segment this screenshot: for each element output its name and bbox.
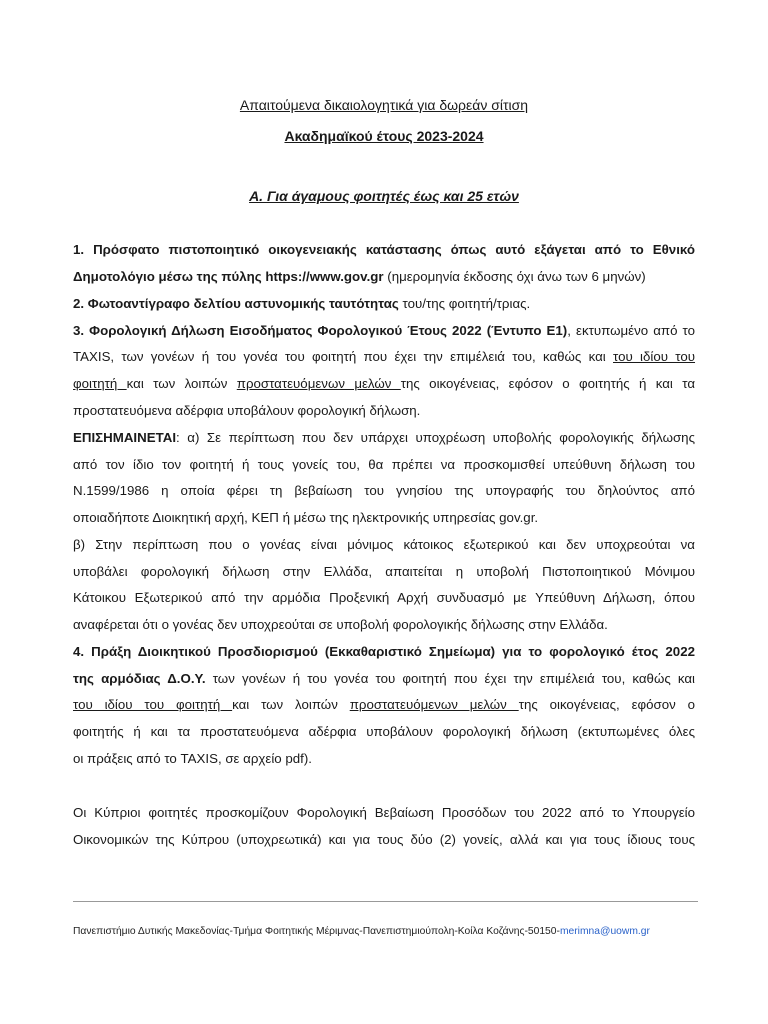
item4-text: και των λοιπών xyxy=(232,697,350,712)
footer-email-link[interactable]: merimna@uowm.gr xyxy=(559,926,650,937)
item4-line5 xyxy=(73,750,695,768)
item3-line1 xyxy=(73,322,695,340)
item4-underlined: του ιδίου του φοιτητή xyxy=(73,697,233,712)
item1-line2 xyxy=(73,268,695,286)
item2-line xyxy=(73,295,695,313)
item4-underlined: προστατευόμενων μελών xyxy=(349,697,519,712)
note-text: Ν.1599/1986 η οποία φέρει τη βεβαίωση του γνησίου της υπογραφής του δηλούντος από xyxy=(73,483,695,498)
cyprus-text: Οι Κύπριοι φοιτητές προσκομίζουν Φορολογική Βεβαίωση Προσόδων του 2022 από το Υπουργείο xyxy=(73,805,695,820)
item4-line3 xyxy=(73,696,695,714)
note-text: Κάτοικου Εξωτερικού από την αρμόδια Προξενική Αρχή συνδυασμό με Υπεύθυνη Δήλωση, όπου xyxy=(73,590,695,605)
note-text: από τον ίδιο τον φοιτητή ή τους γονείς του, θα πρέπει να προσκομισθεί υπεύθυνη δήλωση του xyxy=(73,457,695,472)
note-text: υποβάλει φορολογική δήλωση στην Ελλάδα, απαιτείται η υποβολή Πιστοποιητικού Μόνιμου xyxy=(73,564,695,579)
item3-underlined: προστατευόμενων μελών xyxy=(236,376,401,391)
item1-bold: 1. Πρόσφατο πιστοποιητικό οικογενειακής κατάστασης όπως αυτό εξάγεται από το Εθνικό xyxy=(73,242,695,257)
item4-text: φοιτητής ή και τα προστατευόμενα αδέρφια υποβάλουν φορολογική δήλωση (εκτυπωμένες όλες xyxy=(73,724,695,739)
item1-line1 xyxy=(73,241,695,259)
note-text: : α) Σε περίπτωση που δεν υπάρχει υποχρέωση υποβολής φορολογικής δήλωσης xyxy=(176,430,695,445)
footer-divider xyxy=(73,901,698,902)
cyprus-line2 xyxy=(73,831,695,849)
item3-text: TAXIS, των γονέων ή του γονέα του φοιτητή που έχει την επιμέλειά του, καθώς και xyxy=(73,349,614,364)
item4-bold: 4. Πράξη Διοικητικού Προσδιορισμού (Εκκαθαριστικό Σημείωμα) για το φορολογικό έτος 2022 xyxy=(73,644,695,659)
academic-year-title: Ακαδημαϊκού έτους 2023-2024 xyxy=(284,128,484,144)
item3-text: και των λοιπών xyxy=(126,376,237,391)
note-text: οποιαδήποτε Διοικητική αρχή, ΚΕΠ ή μέσω της ηλεκτρονικής υπηρεσίας gov.gr. xyxy=(73,510,539,525)
item2-bold: 2. Φωτοαντίγραφο δελτίου αστυνομικής ταυτότητας xyxy=(73,296,399,311)
item3-text: , εκτυπωμένο από το xyxy=(567,323,696,338)
item3-line3 xyxy=(73,375,695,393)
note-label: ΕΠΙΣΗΜΑΙΝΕΤΑΙ xyxy=(73,430,177,445)
item3-text: της οικογένειας, εφόσον ο φοιτητής ή και τα xyxy=(400,376,696,391)
note-line4 xyxy=(73,509,695,527)
section-heading: Α. Για άγαμους φοιτητές έως και 25 ετών xyxy=(249,188,519,204)
cyprus-line1 xyxy=(73,804,695,822)
item3-line4 xyxy=(73,402,695,420)
item4-line4 xyxy=(73,723,695,741)
item2-rest: του/της φοιτητή/τριας. xyxy=(398,296,531,311)
item4-text: οι πράξεις από το TAXIS, σε αρχείο pdf). xyxy=(73,751,312,766)
item4-text: της οικογένειας, εφόσον ο xyxy=(518,697,696,712)
item3-bold: 3. Φορολογική Δήλωση Εισοδήματος Φορολογικού Έτους 2022 (Έντυπο Ε1) xyxy=(73,323,568,338)
item4-line1 xyxy=(73,643,695,661)
note-b-line2 xyxy=(73,563,695,581)
footer xyxy=(73,926,650,937)
item4-bold: της αρμόδιας Δ.Ο.Υ. xyxy=(73,671,206,686)
note-b-line4 xyxy=(73,616,695,634)
note-text: αναφέρεται ότι ο γονέας δεν υποχρεούται σε υποβολή φορολογικής δήλωσης στην Ελλάδα. xyxy=(73,617,608,632)
item1-bold-link: Δημοτολόγιο μέσω της πύλης https://www.gov.gr xyxy=(73,269,384,284)
footer-address: Πανεπιστήμιο Δυτικής Μακεδονίας-Τμήμα Φοιτητικής Μέριμνας-Πανεπιστημιούπολη-Κοίλα Κοζάνης-50150- xyxy=(73,926,560,937)
note-line3 xyxy=(73,482,695,500)
item3-line2 xyxy=(73,348,695,366)
item1-note: (ημερομηνία έκδοσης όχι άνω των 6 μηνών) xyxy=(383,269,646,284)
item3-underlined: φοιτητή xyxy=(73,376,127,391)
note-line2 xyxy=(73,456,695,474)
note-line1 xyxy=(73,429,695,447)
item3-underlined: του ιδίου του xyxy=(613,349,696,364)
note-text: β) Στην περίπτωση που ο γονέας είναι μόνιμος κάτοικος εξωτερικού και δεν υποχρεούται να xyxy=(73,537,695,552)
cyprus-text: Οικονομικών της Κύπρου (υποχρεωτικά) και για τους δύο (2) γονείς, αλλά και για τους ίδιους τους xyxy=(73,832,695,847)
document-title: Απαιτούμενα δικαιολογητικά για δωρεάν σίτιση xyxy=(239,97,529,113)
note-b-line1 xyxy=(73,536,695,554)
item4-text: των γονέων ή του γονέα του φοιτητή που έχει την επιμέλειά του, καθώς και xyxy=(205,671,695,686)
item4-line2 xyxy=(73,670,695,688)
note-b-line3 xyxy=(73,589,695,607)
item3-text: προστατευόμενα αδέρφια υποβάλουν φορολογική δήλωση. xyxy=(73,403,421,418)
